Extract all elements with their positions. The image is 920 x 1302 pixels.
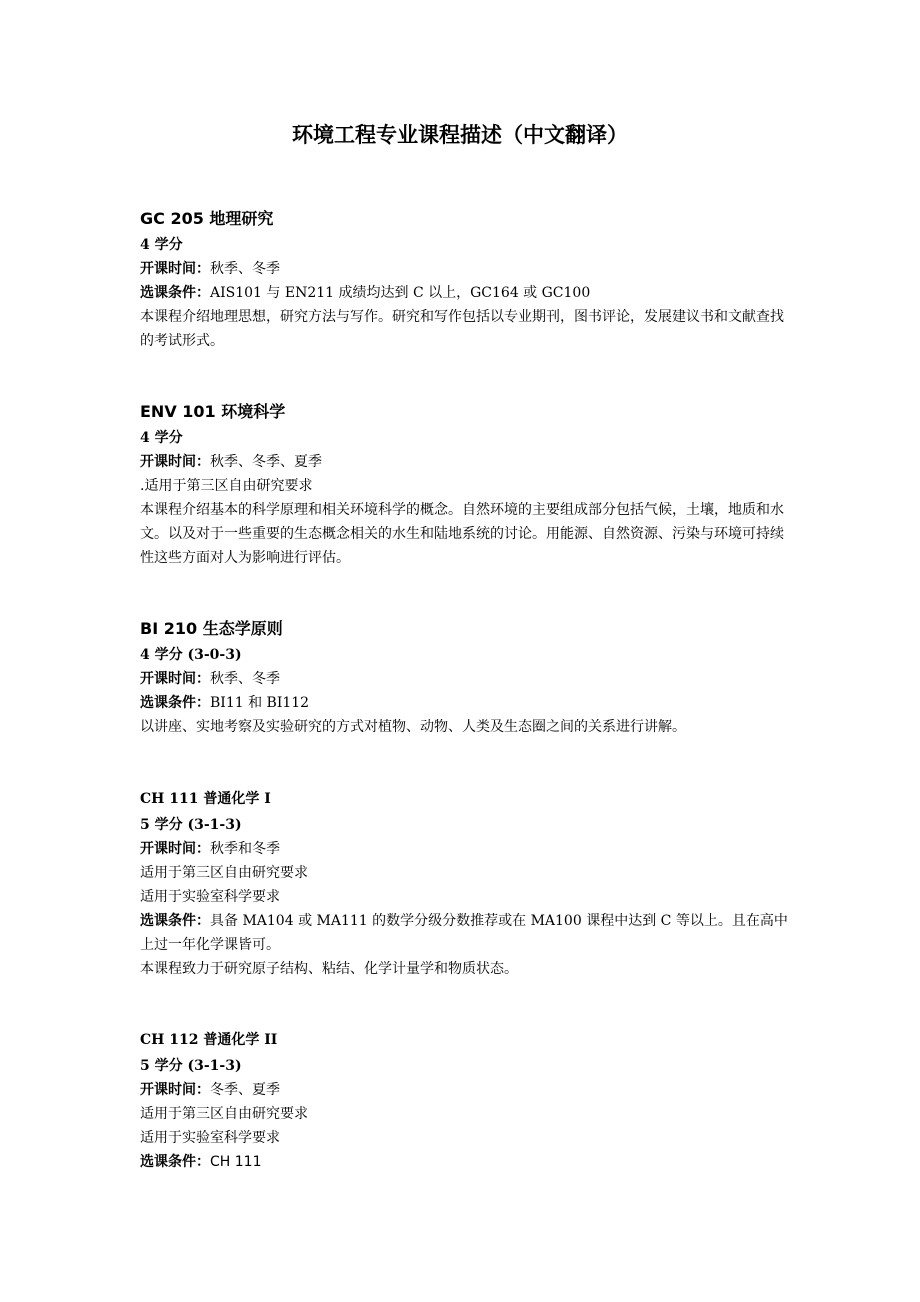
course-bi210 <box>140 617 790 739</box>
offered-value: 秋季、冬季 <box>210 261 280 277</box>
offered-label: 开课时间： <box>140 261 210 277</box>
offered-label: 开课时间： <box>140 1082 210 1098</box>
course-offered <box>140 450 790 474</box>
course-description: 以讲座、实地考察及实验研究的方式对植物、动物、人类及生态圈之间的关系进行讲解。 <box>140 719 686 735</box>
course-credits: 4 学分 <box>140 237 183 253</box>
course-prereq <box>140 691 790 715</box>
course-prereq <box>140 909 790 957</box>
prereq-label: 选课条件： <box>140 913 210 929</box>
course-note: .适用于第三区自由研究要求 <box>140 478 313 494</box>
course-ch111 <box>140 787 790 981</box>
course-env101 <box>140 400 790 570</box>
course-credits: 5 学分 (3-1-3) <box>140 817 242 833</box>
course-heading: CH 112 普通化学 II <box>140 1032 278 1048</box>
course-note: 适用于实验室科学要求 <box>140 1130 280 1146</box>
course-ch112 <box>140 1028 790 1174</box>
course-description: 本课程介绍基本的科学原理和相关环境科学的概念。自然环境的主要组成部分包括气候，土壤，地质和水文。以及对于一些重要的生态概念相关的水生和陆地系统的讨论。用能源、自然资源、污染与环境可持续性这些方面对人为影响进行评估。 <box>140 502 784 566</box>
offered-value: 秋季和冬季 <box>210 841 280 857</box>
course-prereq <box>140 281 790 305</box>
course-offered <box>140 1078 790 1102</box>
course-heading: ENV 101 环境科学 <box>140 402 286 421</box>
course-credits: 5 学分 (3-1-3) <box>140 1058 242 1074</box>
offered-value: 秋季、冬季 <box>210 671 280 687</box>
prereq-label: 选课条件： <box>140 285 210 301</box>
offered-label: 开课时间： <box>140 671 210 687</box>
course-heading: BI 210 生态学原则 <box>140 619 283 638</box>
course-offered <box>140 257 790 281</box>
course-note: 适用于第三区自由研究要求 <box>140 1106 308 1122</box>
course-credits: 4 学分 <box>140 430 183 446</box>
prereq-value: CH 111 <box>210 1154 262 1170</box>
course-offered <box>140 837 790 861</box>
prereq-value: 具备 MA104 或 MA111 的数学分级分数推荐或在 MA100 课程中达到 C 等以上。且在高中上过一年化学课皆可。 <box>140 913 788 953</box>
offered-value: 秋季、冬季、夏季 <box>210 454 322 470</box>
prereq-value: AIS101 与 EN211 成绩均达到 C 以上，GC164 或 GC100 <box>210 285 591 301</box>
course-note: 适用于第三区自由研究要求 <box>140 865 308 881</box>
prereq-label: 选课条件： <box>140 1154 210 1170</box>
prereq-label: 选课条件： <box>140 695 210 711</box>
offered-value: 冬季、夏季 <box>210 1082 280 1098</box>
course-prereq <box>140 1150 790 1174</box>
document-title: 环境工程专业课程描述（中文翻译） <box>292 123 628 147</box>
course-heading: CH 111 普通化学 I <box>140 791 271 807</box>
offered-label: 开课时间： <box>140 841 210 857</box>
course-credits: 4 学分 (3-0-3) <box>140 647 242 663</box>
course-offered <box>140 667 790 691</box>
course-heading: GC 205 地理研究 <box>140 209 274 228</box>
course-gc205 <box>140 207 790 353</box>
course-description: 本课程介绍地理思想，研究方法与写作。研究和写作包括以专业期刊，图书评论，发展建议书和文献查找的考试形式。 <box>140 309 784 349</box>
course-description: 本课程致力于研究原子结构、粘结、化学计量学和物质状态。 <box>140 961 518 977</box>
prereq-value: BI11 和 BI112 <box>210 695 310 711</box>
course-note: 适用于实验室科学要求 <box>140 889 280 905</box>
offered-label: 开课时间： <box>140 454 210 470</box>
